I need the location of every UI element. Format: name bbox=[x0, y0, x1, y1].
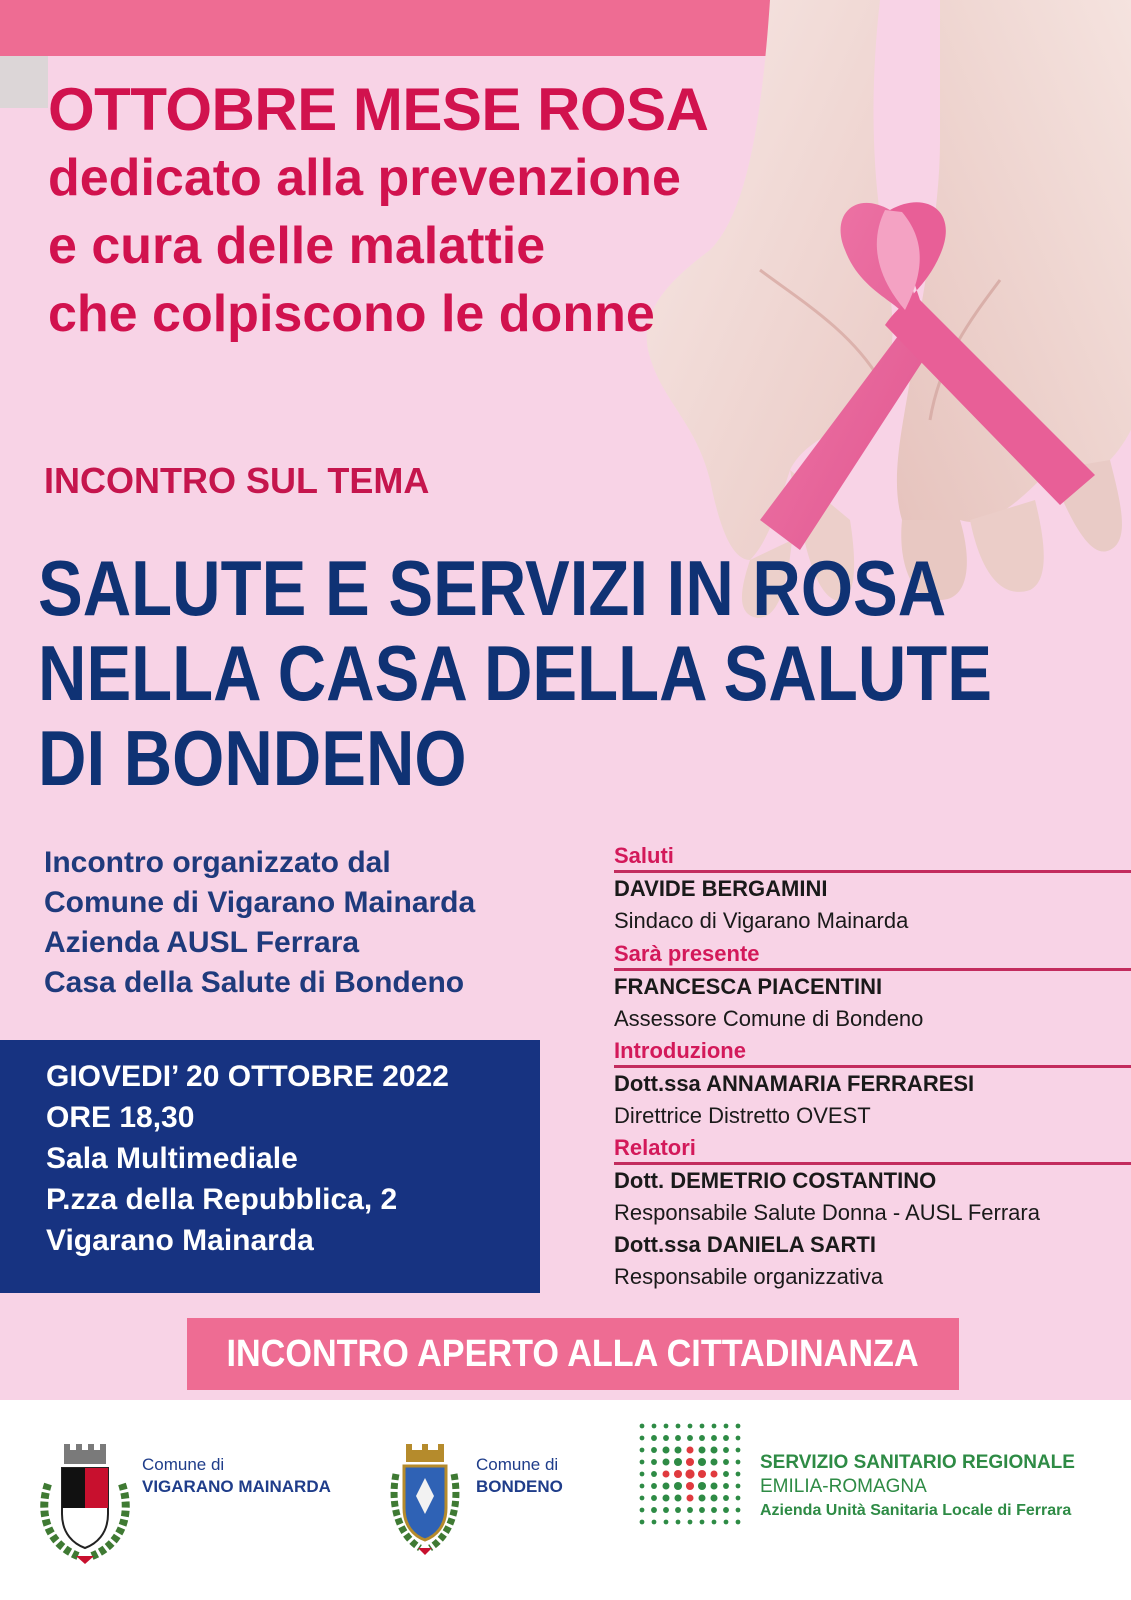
logo-dot bbox=[675, 1507, 681, 1513]
logo-dot bbox=[688, 1424, 693, 1429]
logo-dot bbox=[723, 1459, 729, 1465]
bondeno-line2: BONDENO bbox=[476, 1477, 563, 1496]
logo-dot bbox=[685, 1469, 694, 1478]
vigarano-logo-text bbox=[142, 1454, 331, 1498]
logo-dot bbox=[712, 1424, 717, 1429]
logo-dot bbox=[736, 1472, 741, 1477]
logo-dot bbox=[640, 1424, 645, 1429]
logo-dot bbox=[736, 1508, 741, 1513]
logo-dot bbox=[663, 1447, 670, 1454]
event-title-line-1: SALUTE E SERVIZI IN ROSA bbox=[38, 544, 947, 632]
footer-logos bbox=[0, 1400, 1131, 1600]
logo-dot bbox=[711, 1459, 718, 1466]
vigarano-line2: VIGARANO MAINARDA bbox=[142, 1477, 331, 1496]
open-to-public-banner bbox=[187, 1318, 959, 1390]
logo-dot bbox=[724, 1424, 729, 1429]
logo-dot bbox=[676, 1520, 681, 1525]
logo-dot bbox=[711, 1471, 718, 1478]
headline: OTTOBRE MESE ROSA bbox=[48, 76, 709, 143]
ssr-dots-logo-icon bbox=[636, 1420, 746, 1530]
organizer-line-3: Azienda AUSL Ferrara bbox=[44, 926, 360, 959]
logo-dot bbox=[736, 1484, 741, 1489]
logo-dot bbox=[724, 1520, 729, 1525]
logo-dot bbox=[711, 1483, 718, 1490]
bondeno-logo-text bbox=[476, 1454, 563, 1498]
logo-dot bbox=[711, 1495, 718, 1502]
logo-dot bbox=[651, 1447, 657, 1453]
subline-1: dedicato alla prevenzione bbox=[48, 149, 681, 207]
logo-dot bbox=[663, 1435, 669, 1441]
hands-ribbon-photo bbox=[640, 0, 1131, 620]
logo-dot bbox=[640, 1496, 645, 1501]
logo-dot bbox=[736, 1424, 741, 1429]
program-heading-saluti: Saluti bbox=[614, 843, 674, 868]
logo-dot bbox=[640, 1484, 645, 1489]
ssr-line2: EMILIA-ROMAGNA bbox=[760, 1476, 927, 1497]
program-rule bbox=[614, 968, 1131, 971]
program-heading-relatori: Relatori bbox=[614, 1135, 696, 1160]
event-city: Vigarano Mainarda bbox=[46, 1224, 314, 1257]
logo-dot bbox=[687, 1495, 694, 1502]
logo-dot bbox=[651, 1435, 657, 1441]
logo-dot bbox=[698, 1482, 706, 1490]
program-heading-introduzione: Introduzione bbox=[614, 1038, 746, 1063]
program-name: Dott.ssa DANIELA SARTI bbox=[614, 1232, 876, 1257]
logo-dot bbox=[723, 1483, 729, 1489]
logo-dot bbox=[663, 1507, 669, 1513]
ssr-line3: Azienda Unità Sanitaria Locale di Ferrara bbox=[760, 1502, 1072, 1519]
logo-dot bbox=[687, 1507, 693, 1513]
program-name: FRANCESCA PIACENTINI bbox=[614, 974, 883, 999]
logo-dot bbox=[699, 1507, 705, 1513]
logo-dot bbox=[736, 1436, 741, 1441]
logo-dot bbox=[652, 1424, 657, 1429]
logo-dot bbox=[736, 1460, 741, 1465]
logo-dot bbox=[675, 1447, 682, 1454]
organizer-line-1: Incontro organizzato dal bbox=[44, 846, 391, 879]
subline-2: e cura delle malattie bbox=[48, 217, 546, 275]
logo-dot bbox=[663, 1483, 670, 1490]
logo-dot bbox=[640, 1472, 645, 1477]
logo-dot bbox=[686, 1482, 694, 1490]
open-to-public-text: INCONTRO APERTO ALLA CITTADINANZA bbox=[226, 1332, 920, 1375]
logo-dot bbox=[736, 1496, 741, 1501]
logo-dot bbox=[699, 1495, 706, 1502]
logo-dot bbox=[664, 1424, 669, 1429]
program-name: Dott. DEMETRIO COSTANTINO bbox=[614, 1168, 937, 1193]
organizer-line-2: Comune di Vigarano Mainarda bbox=[44, 886, 476, 919]
event-title-line-3: DI BONDENO bbox=[38, 714, 467, 802]
program-name: Dott.ssa ANNAMARIA FERRARESI bbox=[614, 1071, 975, 1096]
logo-dot bbox=[640, 1508, 645, 1513]
program-name: DAVIDE BERGAMINI bbox=[614, 876, 828, 901]
logo-dot bbox=[640, 1520, 645, 1525]
logo-dot bbox=[675, 1495, 682, 1502]
logo-dot bbox=[687, 1447, 694, 1454]
logo-dot bbox=[651, 1459, 657, 1465]
logo-dot bbox=[700, 1520, 705, 1525]
logo-dot bbox=[663, 1495, 670, 1502]
event-title-line-2: NELLA CASA DELLA SALUTE bbox=[38, 629, 992, 717]
program-role: Sindaco di Vigarano Mainarda bbox=[614, 908, 909, 933]
logo-dot bbox=[686, 1458, 694, 1466]
logo-dot bbox=[640, 1448, 645, 1453]
logo-dot bbox=[699, 1435, 705, 1441]
logo-dot bbox=[698, 1470, 706, 1478]
logo-dot bbox=[723, 1471, 729, 1477]
vigarano-coat-of-arms-icon bbox=[38, 1444, 132, 1566]
program-rule bbox=[614, 1065, 1131, 1068]
logo-dot bbox=[640, 1436, 645, 1441]
logo-dot bbox=[736, 1520, 741, 1525]
logo-dot bbox=[664, 1520, 669, 1525]
event-venue: Sala Multimediale bbox=[46, 1142, 298, 1175]
ssr-line1: SERVIZIO SANITARIO REGIONALE bbox=[760, 1452, 1075, 1473]
logo-dot bbox=[688, 1520, 693, 1525]
logo-dot bbox=[723, 1495, 729, 1501]
logo-dot bbox=[712, 1520, 717, 1525]
program-rule bbox=[614, 1162, 1131, 1165]
organizer-line-4: Casa della Salute di Bondeno bbox=[44, 966, 465, 999]
logo-dot bbox=[676, 1424, 681, 1429]
bondeno-coat-of-arms-icon bbox=[390, 1444, 460, 1556]
logo-dot bbox=[723, 1435, 729, 1441]
logo-dot bbox=[723, 1447, 729, 1453]
logo-dot bbox=[675, 1435, 681, 1441]
logo-dot bbox=[711, 1507, 717, 1513]
logo-dot bbox=[711, 1447, 718, 1454]
event-date: GIOVEDI’ 20 OTTOBRE 2022 bbox=[46, 1060, 449, 1093]
program-rule bbox=[614, 870, 1131, 873]
logo-dot bbox=[640, 1460, 645, 1465]
event-time: ORE 18,30 bbox=[46, 1101, 195, 1134]
program-role: Assessore Comune di Bondeno bbox=[614, 1006, 924, 1031]
logo-dot bbox=[651, 1495, 657, 1501]
logo-dot bbox=[651, 1507, 657, 1513]
logo-dot bbox=[663, 1471, 670, 1478]
logo-dot bbox=[736, 1448, 741, 1453]
bondeno-line1: Comune di bbox=[476, 1455, 559, 1474]
program-role: Direttrice Distretto OVEST bbox=[614, 1103, 871, 1128]
logo-dot bbox=[700, 1424, 705, 1429]
logo-dot bbox=[652, 1520, 657, 1525]
logo-dot bbox=[674, 1482, 682, 1490]
logo-dot bbox=[651, 1471, 657, 1477]
subline-3: che colpiscono le donne bbox=[48, 285, 655, 343]
theme-kicker: INCONTRO SUL TEMA bbox=[44, 460, 430, 501]
vigarano-line1: Comune di bbox=[142, 1455, 225, 1474]
logo-dot bbox=[687, 1435, 693, 1441]
program-heading-presente: Sarà presente bbox=[614, 941, 760, 966]
event-address: P.zza della Repubblica, 2 bbox=[46, 1183, 398, 1216]
logo-dot bbox=[674, 1470, 682, 1478]
logo-dot bbox=[674, 1458, 682, 1466]
logo-dot bbox=[723, 1507, 729, 1513]
logo-dot bbox=[699, 1447, 706, 1454]
logo-dot bbox=[711, 1435, 717, 1441]
program-role: Responsabile Salute Donna - AUSL Ferrara bbox=[614, 1200, 1040, 1225]
logo-dot bbox=[698, 1458, 706, 1466]
event-details-box bbox=[0, 1040, 540, 1293]
top-grey-accent bbox=[0, 56, 48, 108]
logo-dot bbox=[663, 1459, 670, 1466]
program-role: Responsabile organizzativa bbox=[614, 1264, 884, 1289]
logo-dot bbox=[651, 1483, 657, 1489]
